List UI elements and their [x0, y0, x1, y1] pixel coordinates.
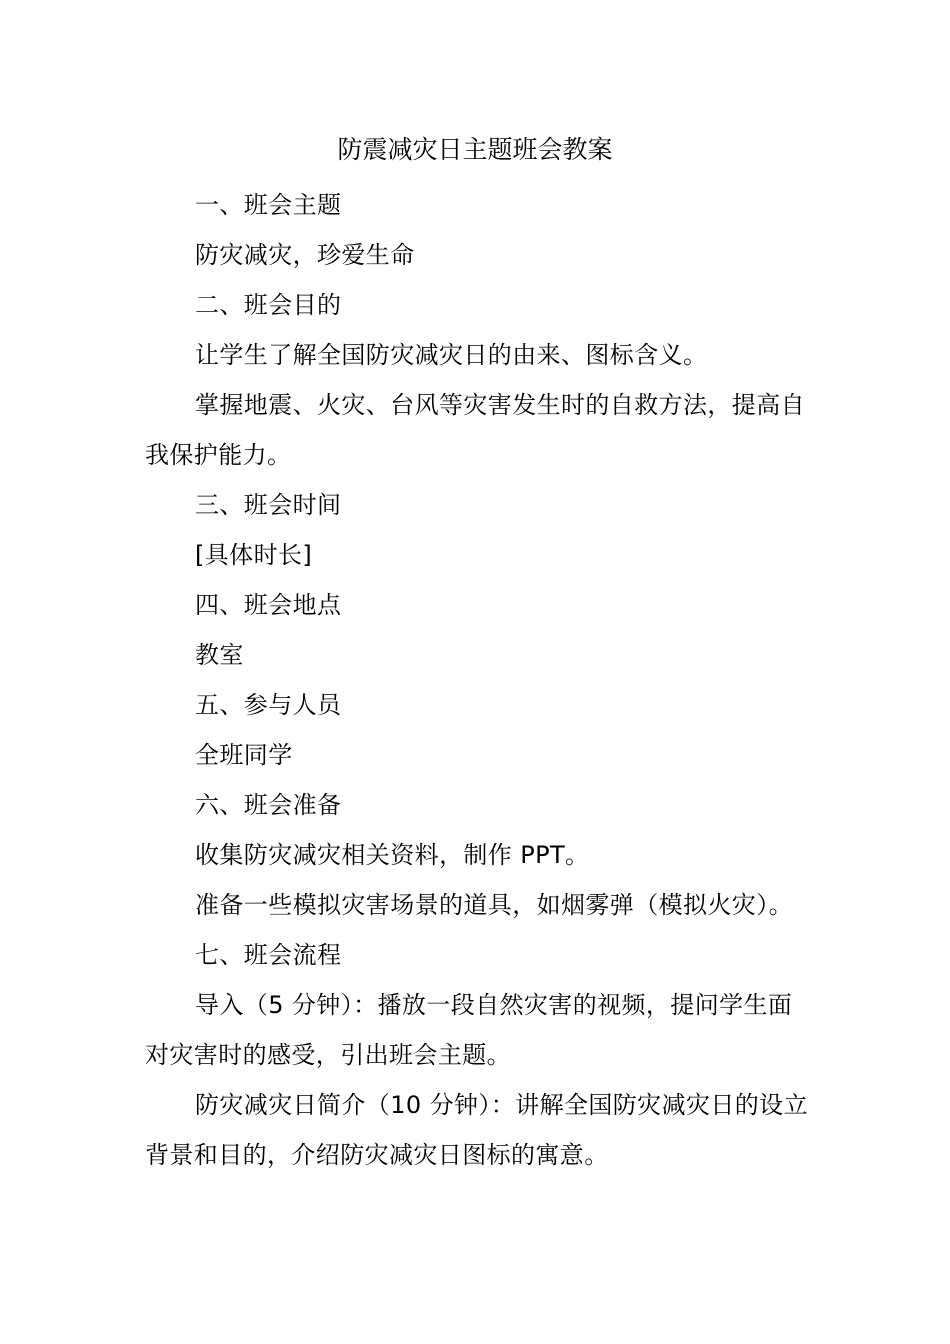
document-body [145, 180, 810, 1180]
paragraph-purpose-1: 让学生了解全国防灾减灾日的由来、图标含义。 [195, 341, 708, 369]
document-title: 防震减灾日主题班会教案 [337, 135, 613, 164]
paragraph-preparation-1: 收集防灾减灾相关资料，制作 PPT。 [195, 841, 590, 869]
section-heading-location: 四、班会地点 [195, 591, 342, 619]
paragraph-purpose-2: 掌握地震、火灾、台风等灾害发生时的自救方法，提高自我保护能力。 [145, 391, 805, 469]
section-heading-time: 三、班会时间 [195, 491, 342, 519]
section-heading-participants: 五、参与人员 [195, 691, 342, 719]
paragraph-process-2: 防灾减灾日简介（10 分钟）：讲解全国防灾减灾日的设立背景和目的，介绍防灾减灾日图标的寓意。 [145, 1091, 808, 1169]
paragraph-preparation-2: 准备一些模拟灾害场景的道具，如烟雾弹（模拟火灾）。 [195, 891, 793, 919]
paragraph-time: [具体时长] [195, 541, 313, 569]
section-heading-process: 七、班会流程 [195, 941, 342, 969]
section-heading-purpose: 二、班会目的 [195, 291, 342, 319]
section-heading-theme: 一、班会主题 [195, 191, 342, 219]
paragraph-participants: 全班同学 [195, 741, 293, 769]
section-heading-preparation: 六、班会准备 [195, 791, 342, 819]
paragraph-theme: 防灾减灾，珍爱生命 [195, 241, 415, 269]
paragraph-location: 教室 [195, 641, 244, 669]
paragraph-process-1: 导入（5 分钟）：播放一段自然灾害的视频，提问学生面对灾害时的感受，引出班会主题。 [145, 991, 793, 1069]
